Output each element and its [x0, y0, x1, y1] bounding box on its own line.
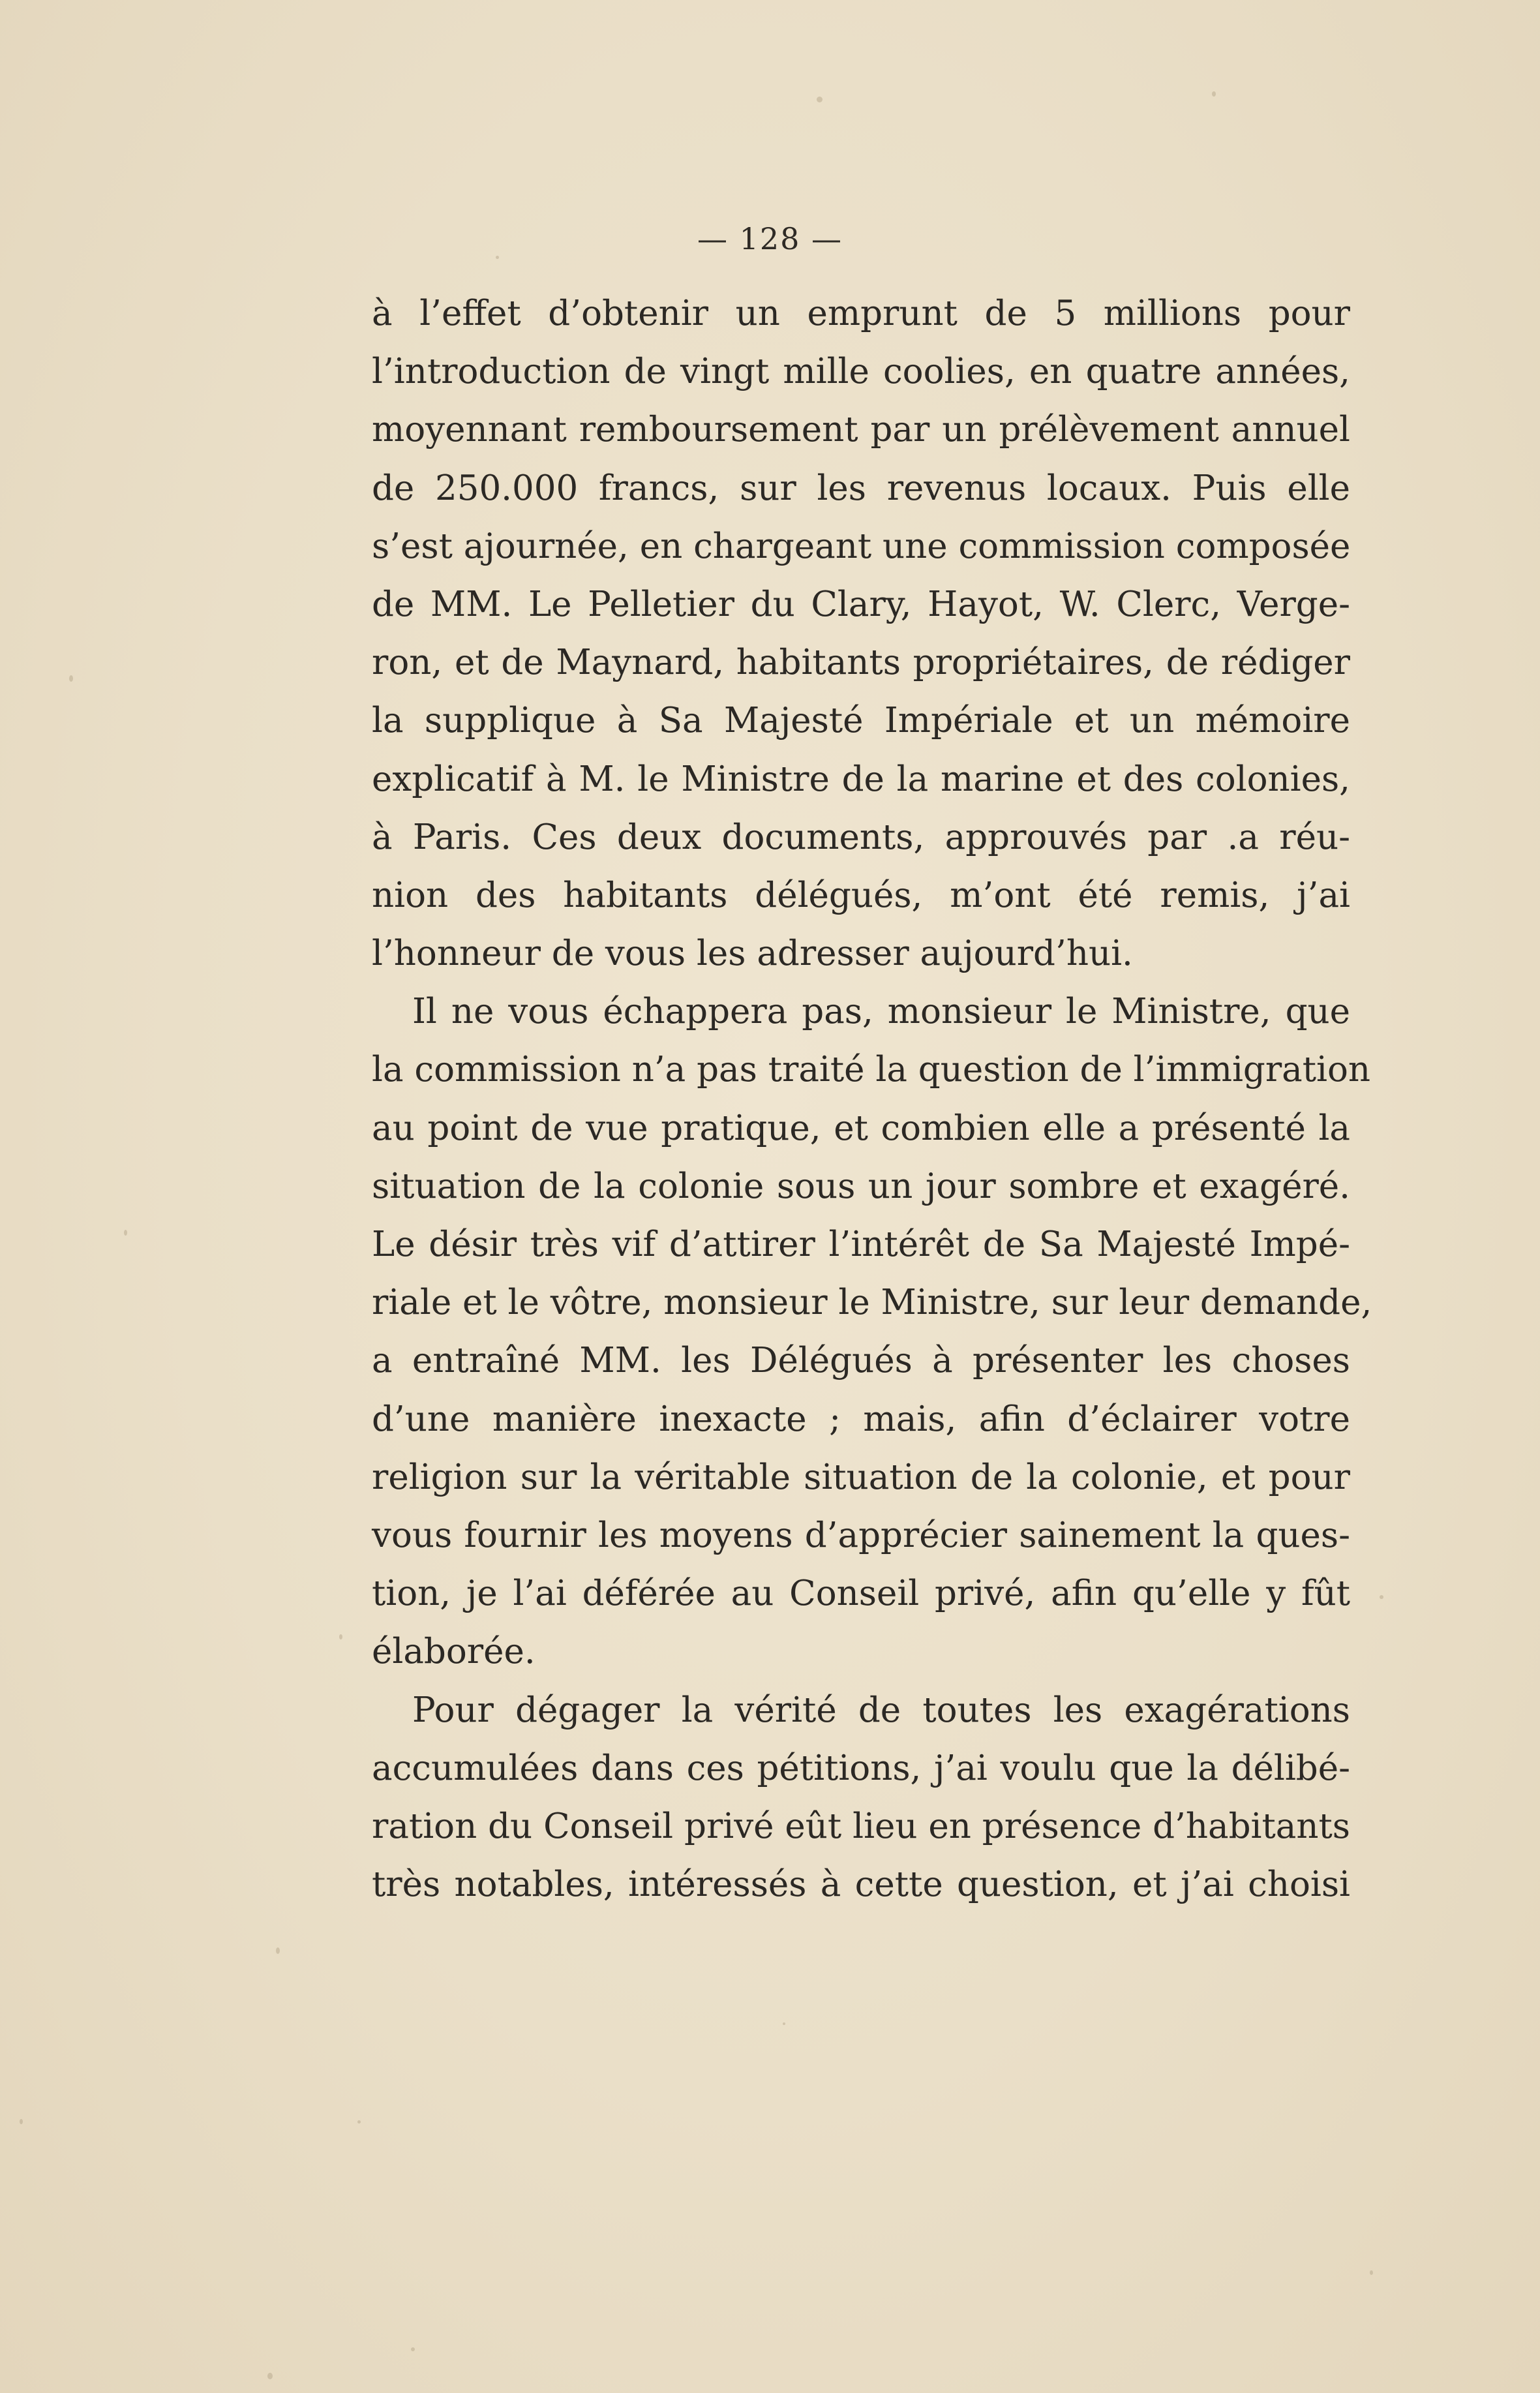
paper-speck	[783, 2022, 785, 2025]
text-line: moyennant remboursement par un prélèvement annuel	[372, 410, 1350, 450]
text-line: très notables, intéressés à cette question, et j’ai choisi	[372, 1865, 1350, 1905]
text-line: la supplique à Sa Majesté Impériale et un mémoire	[372, 701, 1350, 741]
page-number: — 128 —	[697, 221, 843, 256]
text-line: à l’effet d’obtenir un emprunt de 5 millions pour	[372, 294, 1350, 333]
text-line: à Paris. Ces deux documents, approuvés par .a réu-	[372, 817, 1350, 857]
text-line: l’honneur de vous les adresser aujourd’hui.	[372, 934, 1133, 974]
text-line: nion des habitants délégués, m’ont été remis, j’ai	[372, 875, 1350, 915]
text-line: de MM. Le Pelletier du Clary, Hayot, W. Clerc, Verge-	[372, 584, 1350, 624]
text-line: ron, et de Maynard, habitants propriétaires, de rédiger	[372, 643, 1350, 683]
paper-speck	[411, 2347, 415, 2351]
body-text	[372, 284, 1372, 1913]
text-line: religion sur la véritable situation de la colonie, et pour	[372, 1457, 1350, 1497]
paper-speck	[276, 1947, 280, 1954]
paper-speck	[20, 2119, 23, 2124]
text-line: explicatif à M. le Ministre de la marine et des colonies,	[372, 759, 1350, 799]
text-line: a entraîné MM. les Délégués à présenter les choses	[372, 1341, 1350, 1381]
text-line: Pour dégager la vérité de toutes les exagérations	[412, 1690, 1350, 1730]
paper-speck	[339, 1634, 342, 1639]
paper-speck	[1212, 91, 1216, 97]
paper-speck	[1380, 1595, 1383, 1599]
text-line: Le désir très vif d’attirer l’intérêt de Sa Majesté Impé-	[372, 1225, 1350, 1264]
text-line: la commission n’a pas traité la question de l’immigration	[372, 1050, 1371, 1090]
text-line: s’est ajournée, en chargeant une commission composée	[372, 526, 1351, 566]
paper-speck	[124, 1230, 127, 1236]
paper-speck	[817, 97, 823, 102]
text-line: vous fournir les moyens d’apprécier sainement la ques-	[372, 1515, 1350, 1555]
paper-speck	[357, 2120, 361, 2124]
paper-speck	[267, 2373, 273, 2379]
text-line: élaborée.	[372, 1632, 536, 1672]
text-line: d’une manière inexacte ; mais, afin d’éclairer votre	[372, 1399, 1350, 1439]
text-line: accumulées dans ces pétitions, j’ai voulu que la délibé-	[372, 1748, 1350, 1788]
text-line: de 250.000 francs, sur les revenus locaux. Puis elle	[372, 468, 1350, 508]
paper-speck	[1370, 2270, 1373, 2275]
text-line: au point de vue pratique, et combien elle a présenté la	[372, 1108, 1350, 1148]
text-line: l’introduction de vingt mille coolies, en quatre années,	[372, 352, 1350, 392]
text-line: Il ne vous échappera pas, monsieur le Ministre, que	[412, 992, 1350, 1032]
paper-speck	[69, 675, 73, 682]
text-line: situation de la colonie sous un jour sombre et exagéré.	[372, 1166, 1350, 1206]
text-line: ration du Conseil privé eût lieu en présence d’habitants	[372, 1806, 1350, 1846]
text-line: riale et le vôtre, monsieur le Ministre, sur leur demande,	[372, 1283, 1372, 1323]
text-line: tion, je l’ai déférée au Conseil privé, afin qu’elle y fût	[372, 1574, 1350, 1614]
